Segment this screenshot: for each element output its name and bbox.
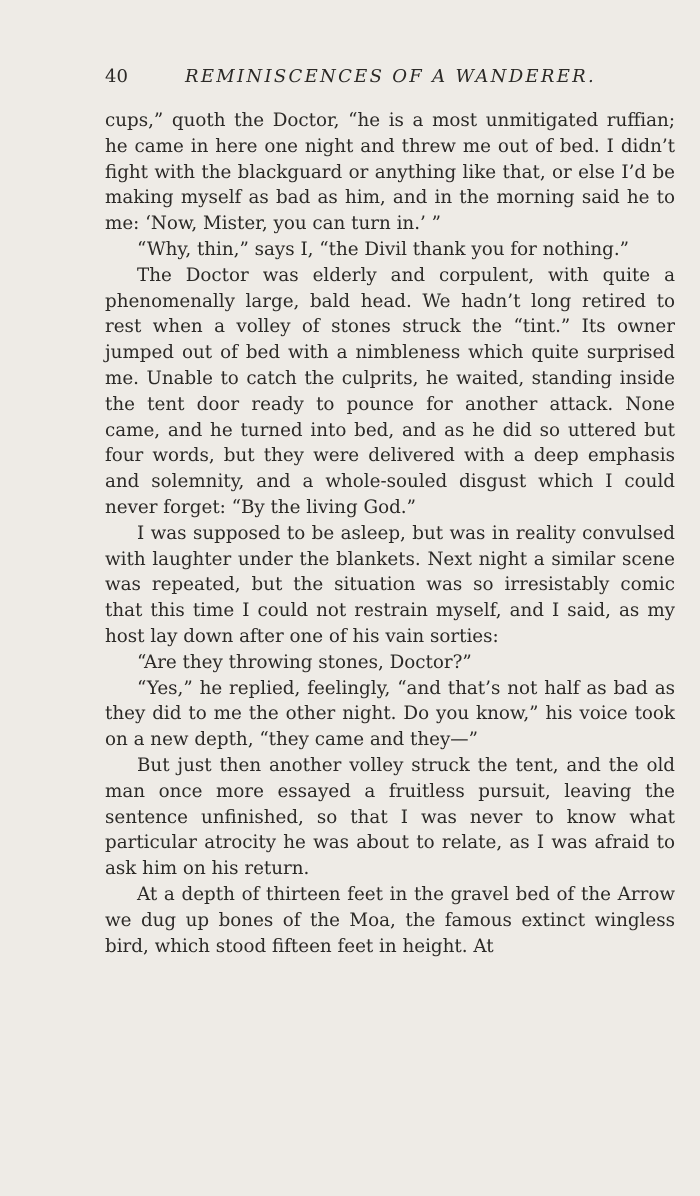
page-number: 40 (105, 66, 128, 87)
running-head (105, 66, 675, 94)
book-page (105, 66, 675, 959)
paragraph: “Why, thin,” says I, “the Divil thank you for nothing.” (137, 238, 630, 260)
body-text (105, 108, 675, 959)
running-title: REMINISCENCES OF A WANDERER. (185, 66, 597, 87)
paragraph: At a depth of thirteen feet in the gravel bed of the Arrow we dug up bones of the Moa, the famous extinct wingless bird, which stood fifteen feet in height. At (105, 883, 675, 957)
paragraph-continued: cups,” quoth the Doctor, “he is a most unmitigated ruffian; he came in here one night and threw me out of bed. I didn’t fight with the blackguard or anything like that, or else I’d be making myself as bad as him, and in the morning said he to me: ‘Now, Mister, you can turn in.’ ” (105, 110, 675, 235)
paragraph: But just then another volley struck the tent, and the old man once more essayed a fruitless pursuit, leaving the sentence unfinished, so that I was never to know what particular atrocity he was about to relate, as I was afraid to ask him on his return. (105, 754, 675, 880)
paragraph: “Are they throwing stones, Doctor?” (137, 651, 472, 673)
paragraph: I was supposed to be asleep, but was in reality convulsed with laughter under the blankets. Next night a similar scene was repeated, but the situation was so irresistably comic that this time I could not restrain myself, and I said, as my host lay down after one of his vain sorties: (105, 522, 675, 647)
paragraph: The Doctor was elderly and corpulent, with quite a phenomenally large, bald head. We hadn’t long retired to rest when a volley of stones struck the “tint.” Its owner jumped out of bed with a nimbleness which quite surprised me. Unable to catch the culprits, he waited, standing inside the tent door ready to pounce for another attack. None came, and he turned into bed, and as he did so uttered but four words, but they were delivered with a deep emphasis and solemnity, and a whole-souled disgust which I could never forget: “By the living God.” (105, 264, 675, 518)
paragraph: “Yes,” he replied, feelingly, “and that’s not half as bad as they did to me the other night. Do you know,” his voice took on a new depth, “they came and they—” (105, 677, 675, 751)
